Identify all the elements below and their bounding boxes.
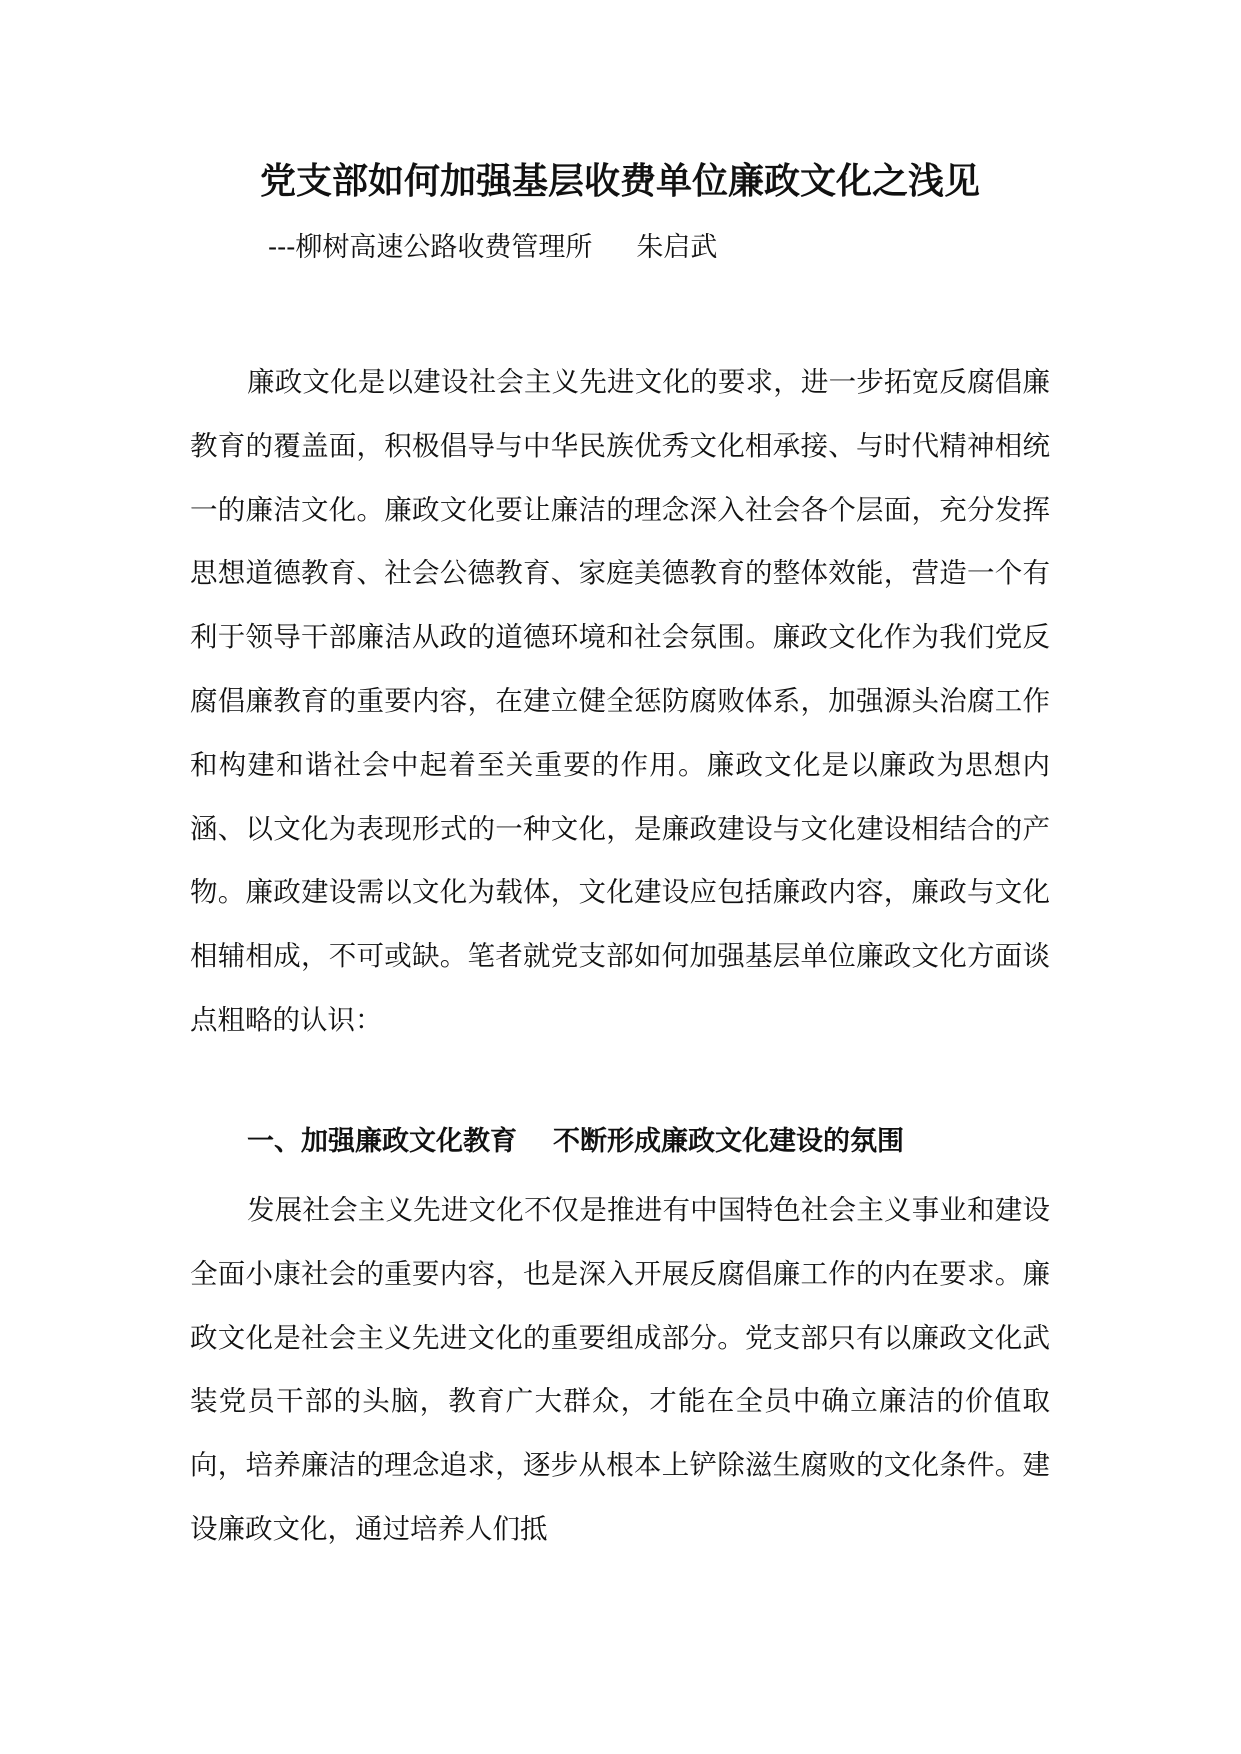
paragraph-intro: 廉政文化是以建设社会主义先进文化的要求，进一步拓宽反腐倡廉教育的覆盖面，积极倡导与中华民族优秀文化相承接、与时代精神相统一的廉洁文化。廉政文化要让廉洁的理念深入社会各个层面，充分发挥思想道德教育、社会公德教育、家庭美德教育的整体效能，营造一个有利于领导干部廉洁从政的道德环境和社会氛围。廉政文化作为我们党反腐倡廉教育的重要内容，在建立健全惩防腐败体系，加强源头治腐工作和构建和谐社会中起着至关重要的作用。廉政文化是以廉政为思想内涵、以文化为表现形式的一种文化，是廉政建设与文化建设相结合的产物。廉政建设需以文化为载体，文化建设应包括廉政内容，廉政与文化相辅相成，不可或缺。笔者就党支部如何加强基层单位廉政文化方面谈点粗略的认识： xyxy=(190,366,1050,1036)
section-heading-1 xyxy=(247,1122,904,1162)
section-heading-part1: 加强廉政文化教育 xyxy=(301,1126,517,1157)
document-title: 党支部如何加强基层收费单位廉政文化之浅见 xyxy=(259,160,980,202)
paragraph-section-1: 发展社会主义先进文化不仅是推进有中国特色社会主义事业和建设全面小康社会的重要内容，也是深入开展反腐倡廉工作的内在要求。廉政文化是社会主义先进文化的重要组成部分。党支部只有以廉政文化武装党员干部的头脑，教育广大群众，才能在全员中确立廉洁的价值取向，培养廉洁的理念追求，逐步从根本上铲除滋生腐败的文化条件。建设廉政文化，通过培养人们抵 xyxy=(190,1194,1050,1545)
subtitle-author: 朱启武 xyxy=(636,232,718,263)
section-heading-number: 一、 xyxy=(247,1126,301,1157)
document-subtitle xyxy=(268,228,717,268)
section-heading-part2: 不断形成廉政文化建设的氛围 xyxy=(553,1126,904,1157)
subtitle-organization: ---柳树高速公路收费管理所 xyxy=(268,232,593,263)
